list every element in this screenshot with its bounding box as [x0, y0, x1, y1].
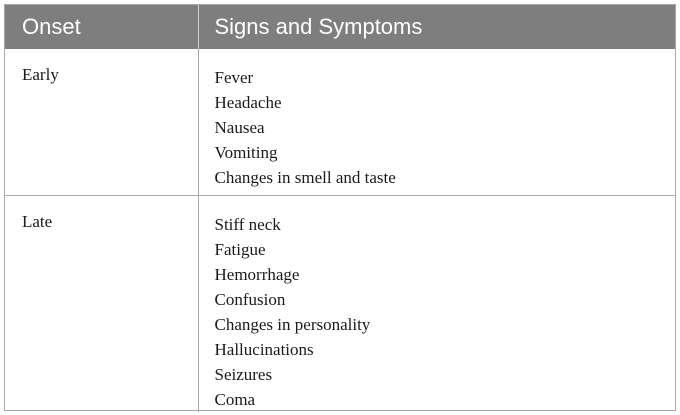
- symptom-item: Coma: [214, 389, 256, 409]
- column-header-onset: Onset: [5, 5, 198, 49]
- symptom-item: Fatigue: [214, 239, 266, 259]
- symptoms-cell: [198, 195, 675, 412]
- symptoms-cell: [198, 49, 675, 195]
- symptom-item: Hallucinations: [214, 339, 314, 359]
- symptom-item: Changes in smell and taste: [214, 168, 396, 187]
- header-row: [5, 5, 675, 49]
- onset-cell: Late: [5, 195, 198, 412]
- symptom-item: Hemorrhage: [214, 264, 300, 284]
- table-row-late: [5, 195, 675, 412]
- symptom-list: [215, 212, 676, 412]
- onset-symptoms-table: [4, 4, 676, 411]
- symptom-item: Nausea: [214, 118, 265, 137]
- symptom-item: Changes in personality: [214, 314, 371, 334]
- symptom-item: Stiff neck: [214, 214, 281, 234]
- table-header: [5, 5, 675, 49]
- symptom-item: Seizures: [214, 364, 273, 384]
- symptom-item: Headache: [214, 93, 282, 112]
- onset-cell: Early: [22, 65, 59, 84]
- symptom-item: Confusion: [214, 289, 286, 309]
- symptom-item: Fever: [214, 68, 254, 87]
- symptom-item: Vomiting: [214, 143, 278, 162]
- table-body: [5, 49, 675, 412]
- table: [5, 5, 675, 412]
- symptom-list: [215, 65, 676, 190]
- table-row-early: [5, 49, 675, 195]
- column-header-signs-and-symptoms: Signs and Symptoms: [198, 5, 675, 49]
